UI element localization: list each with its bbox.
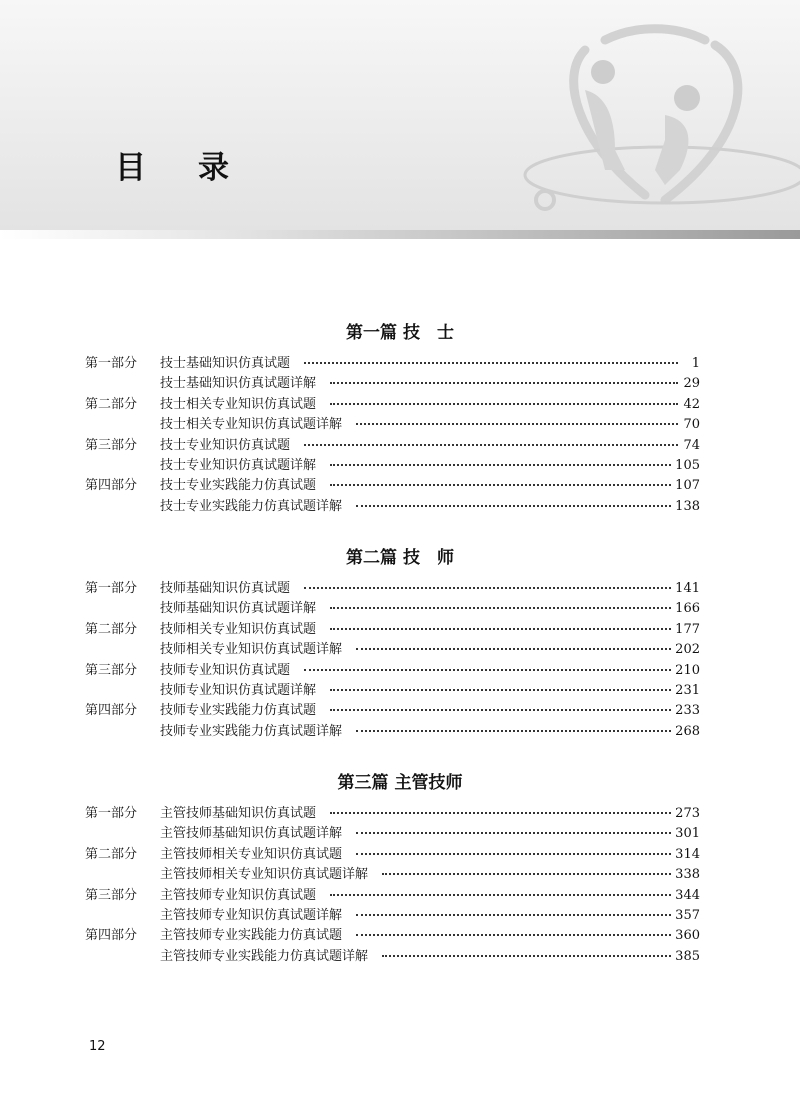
toc-page-number: 301 bbox=[675, 826, 700, 842]
toc-leader-dots bbox=[330, 708, 671, 711]
toc-part-label: 第一部分 bbox=[85, 356, 138, 371]
toc-leader-dots bbox=[304, 443, 678, 446]
toc-entry-title: 技师基础知识仿真试题 bbox=[160, 581, 291, 596]
banner-divider bbox=[0, 230, 800, 239]
toc-page-number: 357 bbox=[675, 908, 700, 923]
toc-part-label: 第四部分 bbox=[85, 928, 138, 944]
toc-entry-title: 技师专业知识仿真试题详解 bbox=[160, 683, 317, 698]
toc-page-number: 385 bbox=[675, 948, 700, 964]
toc-entry-title: 技士相关专业知识仿真试题详解 bbox=[160, 417, 343, 433]
toc-entry-title: 技师相关专业知识仿真试题详解 bbox=[160, 642, 343, 658]
toc-entry[interactable] bbox=[85, 863, 700, 883]
toc-leader-dots bbox=[304, 668, 671, 671]
toc-entry-title: 主管技师专业知识仿真试题 bbox=[160, 887, 317, 903]
toc-leader-dots bbox=[330, 893, 671, 896]
toc-entry-title: 主管技师专业知识仿真试题详解 bbox=[160, 908, 343, 923]
toc-entry[interactable] bbox=[85, 434, 700, 454]
section-heading-text: 第二篇 技 师 bbox=[346, 548, 454, 568]
toc-leader-dots bbox=[356, 504, 671, 507]
toc-page-number: 166 bbox=[675, 601, 700, 617]
toc-page-number: 210 bbox=[675, 662, 700, 678]
toc-entry[interactable] bbox=[85, 679, 700, 699]
section-heading bbox=[0, 768, 800, 793]
toc-entry[interactable] bbox=[85, 802, 700, 822]
toc-leader-dots bbox=[330, 402, 678, 405]
toc-page-number: 42 bbox=[683, 396, 700, 412]
toc-entry-title: 技师专业实践能力仿真试题 bbox=[160, 703, 317, 719]
toc-entry[interactable] bbox=[85, 577, 700, 597]
toc-leader-dots bbox=[330, 627, 671, 630]
toc-entry-title: 技士相关专业知识仿真试题 bbox=[160, 396, 317, 412]
toc-page-number: 70 bbox=[683, 417, 700, 433]
toc-leader-dots bbox=[356, 831, 671, 834]
toc-entry-title: 技士专业实践能力仿真试题详解 bbox=[160, 498, 343, 514]
toc-entry-title: 技士专业知识仿真试题 bbox=[160, 437, 291, 453]
toc-entry[interactable] bbox=[85, 843, 700, 863]
toc-part-label: 第三部分 bbox=[85, 662, 138, 678]
toc-part-label: 第一部分 bbox=[85, 806, 138, 821]
toc-page-number: 105 bbox=[675, 458, 700, 473]
toc-page-number: 29 bbox=[683, 376, 700, 392]
toc-leader-dots bbox=[356, 913, 671, 916]
toc-page-number: 138 bbox=[675, 498, 700, 514]
toc-part-label: 第四部分 bbox=[85, 478, 138, 494]
toc-entry-title: 技士专业知识仿真试题详解 bbox=[160, 458, 317, 473]
toc-leader-dots bbox=[330, 606, 671, 609]
toc-entry-title: 技士基础知识仿真试题 bbox=[160, 356, 291, 371]
toc-leader-dots bbox=[304, 586, 671, 589]
toc-entry[interactable] bbox=[85, 352, 700, 372]
toc-page-number: 360 bbox=[675, 928, 700, 944]
toc-part-label: 第二部分 bbox=[85, 396, 138, 412]
toc-entry[interactable] bbox=[85, 372, 700, 392]
toc-entry[interactable] bbox=[85, 618, 700, 638]
toc-page-number: 177 bbox=[675, 621, 700, 637]
toc-entry-title: 主管技师专业实践能力仿真试题详解 bbox=[160, 948, 369, 964]
toc-entry-title: 主管技师相关专业知识仿真试题 bbox=[160, 846, 343, 862]
toc-page-number: 273 bbox=[675, 806, 700, 821]
toc-leader-dots bbox=[330, 381, 678, 384]
toc-entry-title: 主管技师专业实践能力仿真试题 bbox=[160, 928, 343, 944]
people-heart-logo-icon bbox=[515, 20, 800, 230]
toc-entry-title: 主管技师基础知识仿真试题 bbox=[160, 806, 317, 821]
toc-leader-dots bbox=[356, 647, 671, 650]
toc-entry[interactable] bbox=[85, 495, 700, 515]
header-banner bbox=[0, 0, 800, 230]
toc-page-number: 141 bbox=[675, 581, 700, 596]
toc-entry-title: 技师专业知识仿真试题 bbox=[160, 662, 291, 678]
toc-part-label: 第二部分 bbox=[85, 846, 138, 862]
toc-entry-title: 技士基础知识仿真试题详解 bbox=[160, 376, 317, 392]
toc-leader-dots bbox=[356, 729, 671, 732]
toc-part-label: 第三部分 bbox=[85, 437, 138, 453]
toc-leader-dots bbox=[382, 872, 671, 875]
toc-entry-title: 技士专业实践能力仿真试题 bbox=[160, 478, 317, 494]
toc-leader-dots bbox=[330, 688, 671, 691]
toc-part-label: 第三部分 bbox=[85, 887, 138, 903]
toc-entry[interactable] bbox=[85, 904, 700, 924]
toc-entry-title: 技师相关专业知识仿真试题 bbox=[160, 621, 317, 637]
toc-leader-dots bbox=[304, 361, 678, 364]
toc-page-number: 338 bbox=[675, 867, 700, 883]
toc-entry[interactable] bbox=[85, 597, 700, 617]
section-heading bbox=[0, 318, 800, 343]
toc-entry[interactable] bbox=[85, 822, 700, 842]
toc-entry-title: 主管技师相关专业知识仿真试题详解 bbox=[160, 867, 369, 883]
toc-leader-dots bbox=[382, 954, 671, 957]
toc-page-number: 1 bbox=[691, 356, 700, 371]
toc-leader-dots bbox=[356, 933, 671, 936]
toc-entry[interactable] bbox=[85, 413, 700, 433]
toc-entry[interactable] bbox=[85, 393, 700, 413]
toc-page-number: 268 bbox=[675, 723, 700, 739]
toc-entry[interactable] bbox=[85, 659, 700, 679]
toc-entry[interactable] bbox=[85, 474, 700, 494]
toc-part-label: 第一部分 bbox=[85, 581, 138, 596]
toc-leader-dots bbox=[356, 422, 678, 425]
toc-part-label: 第四部分 bbox=[85, 703, 138, 719]
toc-entry-title: 技师基础知识仿真试题详解 bbox=[160, 601, 317, 617]
toc-page-number: 344 bbox=[675, 887, 700, 903]
toc-entry[interactable] bbox=[85, 699, 700, 719]
section-heading bbox=[0, 543, 800, 568]
toc-entry-title: 技师专业实践能力仿真试题详解 bbox=[160, 723, 343, 739]
toc-title: 目录 bbox=[115, 150, 281, 186]
toc-leader-dots bbox=[330, 463, 671, 466]
toc-entry[interactable] bbox=[85, 884, 700, 904]
toc-entry[interactable] bbox=[85, 924, 700, 944]
toc-page-number: 74 bbox=[683, 437, 700, 453]
toc-entry-title: 主管技师基础知识仿真试题详解 bbox=[160, 826, 343, 842]
toc-leader-dots bbox=[330, 811, 671, 814]
toc-entry[interactable] bbox=[85, 638, 700, 658]
toc-entry[interactable] bbox=[85, 945, 700, 965]
toc-entry[interactable] bbox=[85, 720, 700, 740]
section-heading-text: 第一篇 技 士 bbox=[346, 323, 454, 343]
toc-part-label: 第二部分 bbox=[85, 621, 138, 637]
toc-page-number: 314 bbox=[675, 846, 700, 862]
toc-entry[interactable] bbox=[85, 454, 700, 474]
toc-page-number: 233 bbox=[675, 703, 700, 719]
toc-page-number: 107 bbox=[675, 478, 700, 494]
toc-page-number: 231 bbox=[675, 683, 700, 698]
toc-page-number: 202 bbox=[675, 642, 700, 658]
toc-leader-dots bbox=[356, 852, 671, 855]
page-number: 12 bbox=[89, 1039, 106, 1054]
section-heading-text: 第三篇 主管技师 bbox=[337, 773, 463, 793]
toc-leader-dots bbox=[330, 483, 671, 486]
